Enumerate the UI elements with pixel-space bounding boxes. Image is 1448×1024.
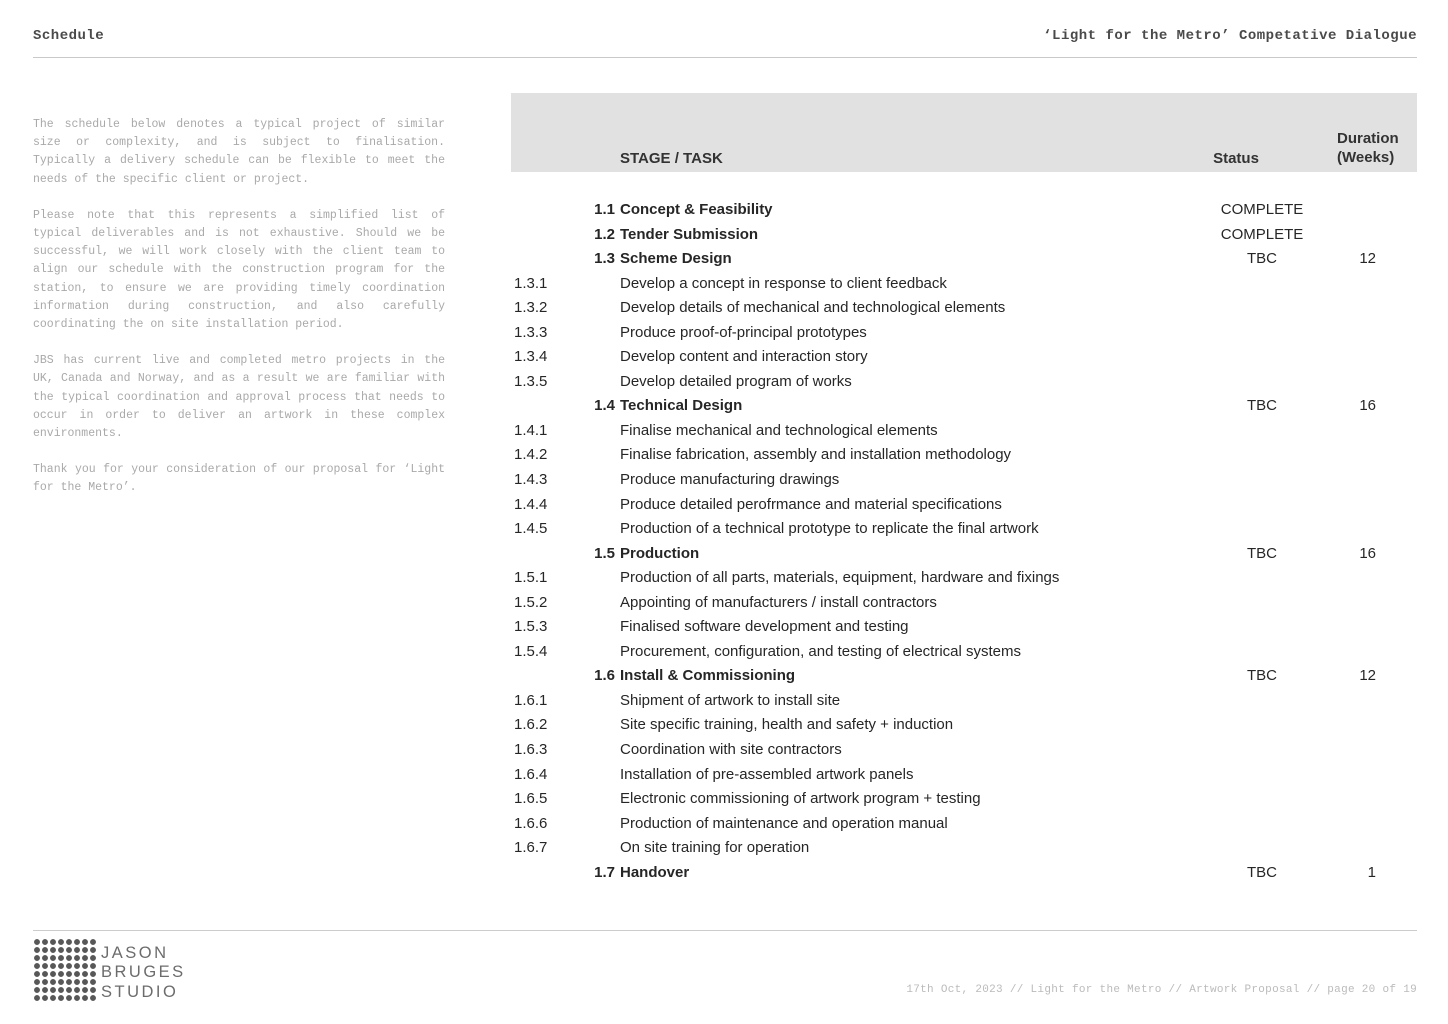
row-title: On site training for operation <box>620 839 810 857</box>
page-header <box>33 28 1417 44</box>
row-title: Production <box>620 544 700 562</box>
row-status <box>1187 296 1337 321</box>
row-duration <box>1337 419 1417 444</box>
intro-text-column <box>33 116 445 516</box>
row-title: Develop details of mechanical and technological elements <box>620 299 1006 317</box>
table-row <box>511 763 1417 788</box>
table-row <box>511 812 1417 837</box>
row-number: 1.6.5 <box>514 790 548 808</box>
row-status <box>1187 689 1337 714</box>
row-duration <box>1337 787 1417 812</box>
row-number: 1.5 <box>594 544 615 562</box>
table-row <box>511 321 1417 346</box>
header-section-title: Schedule <box>33 28 105 44</box>
row-status: COMPLETE <box>1220 225 1304 243</box>
row-number: 1.4.4 <box>514 495 548 513</box>
row-status <box>1187 738 1337 763</box>
logo-wordmark-line1: JASON <box>101 944 169 962</box>
logo-wordmark <box>101 944 186 1002</box>
row-number: 1.4.2 <box>514 446 548 464</box>
table-row <box>511 861 1417 886</box>
row-title: Finalised software development and testing <box>620 618 909 636</box>
intro-paragraph: The schedule below denotes a typical project of similar size or complexity, and is subject to finalisation. Typically a delivery schedule can be flexible to meet the needs of the specific client or project. <box>33 118 445 186</box>
row-title: Concept & Feasibility <box>620 201 773 218</box>
row-number: 1.2 <box>594 225 615 243</box>
table-row <box>511 345 1417 370</box>
header-divider <box>33 57 1417 58</box>
row-status <box>1187 836 1337 861</box>
table-row <box>511 615 1417 640</box>
row-number: 1.4.3 <box>514 471 548 489</box>
row-title: Scheme Design <box>620 250 732 268</box>
table-row <box>511 836 1417 861</box>
row-duration <box>1337 345 1417 370</box>
table-row <box>511 272 1417 297</box>
column-header-status: Status <box>1213 150 1259 167</box>
row-number: 1.3.2 <box>514 299 548 317</box>
row-duration: 1 <box>1367 863 1376 881</box>
table-row <box>511 223 1417 248</box>
row-status <box>1187 763 1337 788</box>
column-header-duration-line1: Duration <box>1337 130 1399 147</box>
row-title: Technical Design <box>620 397 743 415</box>
table-row <box>511 566 1417 591</box>
schedule-table <box>511 93 1417 885</box>
row-number: 1.4.1 <box>514 421 548 439</box>
row-number: 1.6.2 <box>514 716 548 734</box>
table-row <box>511 738 1417 763</box>
row-title: Coordination with site contractors <box>620 741 842 759</box>
row-duration <box>1337 689 1417 714</box>
row-status: TBC <box>1247 544 1277 562</box>
row-title: Shipment of artwork to install site <box>620 691 841 709</box>
row-number: 1.6.3 <box>514 741 548 759</box>
row-title: Develop detailed program of works <box>620 372 852 390</box>
row-number: 1.3.1 <box>514 274 548 292</box>
row-duration <box>1337 223 1417 248</box>
row-number: 1.6.4 <box>514 765 548 783</box>
intro-paragraph: JBS has current live and completed metro projects in the UK, Canada and Norway, and as a result we are familiar with the typical coordination and approval process that needs to occur in order to deliver an artwork in these complex environments. <box>33 354 445 441</box>
table-row <box>511 468 1417 493</box>
row-duration <box>1337 615 1417 640</box>
row-duration: 16 <box>1359 544 1376 562</box>
row-title: Handover <box>620 863 690 881</box>
row-title: Electronic commissioning of artwork program + testing <box>620 790 981 808</box>
row-status <box>1187 713 1337 738</box>
row-number: 1.6.7 <box>514 839 548 857</box>
row-duration <box>1337 738 1417 763</box>
table-row <box>511 198 1417 223</box>
column-header-stage-task: STAGE / TASK <box>620 150 723 167</box>
table-row <box>511 247 1417 272</box>
row-number: 1.5.3 <box>514 618 548 636</box>
dot-matrix-logo-icon <box>33 938 97 1002</box>
table-row <box>511 517 1417 542</box>
row-status <box>1187 345 1337 370</box>
row-number: 1.3.5 <box>514 372 548 390</box>
row-duration <box>1337 321 1417 346</box>
row-number: 1.3.3 <box>514 323 548 341</box>
row-title: Develop a concept in response to client feedback <box>620 274 947 292</box>
row-duration <box>1337 812 1417 837</box>
table-row <box>511 493 1417 518</box>
row-status <box>1187 640 1337 665</box>
row-duration: 12 <box>1359 250 1376 268</box>
row-title: Produce manufacturing drawings <box>620 471 840 489</box>
row-number: 1.3.4 <box>514 348 548 366</box>
row-duration <box>1337 836 1417 861</box>
row-title: Tender Submission <box>620 225 759 243</box>
row-status <box>1187 370 1337 395</box>
table-row <box>511 370 1417 395</box>
row-duration <box>1337 493 1417 518</box>
row-duration <box>1337 713 1417 738</box>
row-duration <box>1337 566 1417 591</box>
row-title: Production of all parts, materials, equipment, hardware and fixings <box>620 569 1060 587</box>
studio-logo <box>33 938 186 1002</box>
table-row <box>511 591 1417 616</box>
row-duration <box>1337 443 1417 468</box>
intro-paragraph: Thank you for your consideration of our proposal for ‘Light for the Metro’. <box>33 463 445 495</box>
row-status <box>1187 615 1337 640</box>
column-header-duration <box>1337 129 1417 167</box>
row-number: 1.6.1 <box>514 691 548 709</box>
row-status <box>1187 591 1337 616</box>
table-row <box>511 419 1417 444</box>
row-status <box>1187 517 1337 542</box>
row-title: Finalise mechanical and technological elements <box>620 421 938 439</box>
row-duration <box>1337 198 1417 223</box>
row-duration <box>1337 296 1417 321</box>
row-status: TBC <box>1247 250 1277 268</box>
row-duration <box>1337 763 1417 788</box>
row-number: 1.5.1 <box>514 569 548 587</box>
row-number: 1.5.2 <box>514 593 548 611</box>
row-duration <box>1337 591 1417 616</box>
row-title: Installation of pre-assembled artwork panels <box>620 765 914 783</box>
row-title: Produce detailed perofrmance and material specifications <box>620 495 1002 513</box>
column-header-duration-line2: (Weeks) <box>1337 149 1395 166</box>
row-title: Appointing of manufacturers / install contractors <box>620 593 937 611</box>
table-row <box>511 443 1417 468</box>
row-duration <box>1337 468 1417 493</box>
row-status <box>1187 443 1337 468</box>
row-status: TBC <box>1247 863 1277 881</box>
row-status: TBC <box>1247 667 1277 685</box>
table-row <box>511 664 1417 689</box>
row-status <box>1187 272 1337 297</box>
row-status <box>1187 468 1337 493</box>
row-number: 1.3 <box>594 250 615 268</box>
table-row <box>511 296 1417 321</box>
row-status <box>1187 493 1337 518</box>
row-status <box>1187 812 1337 837</box>
row-title: Production of maintenance and operation manual <box>620 814 948 832</box>
row-title: Finalise fabrication, assembly and installation methodology <box>620 446 1012 464</box>
row-number: 1.6.6 <box>514 814 548 832</box>
row-status <box>1187 787 1337 812</box>
logo-wordmark-line3: STUDIO <box>101 982 179 1001</box>
row-duration <box>1337 517 1417 542</box>
row-duration <box>1337 370 1417 395</box>
row-status: TBC <box>1247 397 1277 415</box>
row-duration: 12 <box>1359 667 1376 685</box>
row-status <box>1187 566 1337 591</box>
table-row <box>511 713 1417 738</box>
intro-paragraph: Please note that this represents a simplified list of typical deliverables and is not exhaustive. Should we be successful, we will work closely with the client team to align our schedule with the construction program for the station, to ensure we are providing timely coordination information during construction, and also carefully coordinating the on site installation period. <box>33 208 445 332</box>
row-title: Site specific training, health and safety + induction <box>620 716 954 734</box>
row-duration <box>1337 272 1417 297</box>
table-row <box>511 394 1417 419</box>
row-title: Procurement, configuration, and testing of electrical systems <box>620 642 1022 660</box>
logo-wordmark-line2: BRUGES <box>101 963 186 982</box>
table-row <box>511 640 1417 665</box>
row-title: Develop content and interaction story <box>620 348 868 366</box>
header-project-title: ‘Light for the Metro’ Competative Dialogue <box>1043 28 1417 44</box>
row-number: 1.7 <box>594 863 615 881</box>
row-title: Install & Commissioning <box>620 667 796 685</box>
row-duration <box>1337 640 1417 665</box>
row-number: 1.1 <box>594 201 615 218</box>
row-number: 1.6 <box>594 667 615 685</box>
row-status <box>1187 321 1337 346</box>
table-row <box>511 542 1417 567</box>
footer-page-info: 17th Oct, 2023 // Light for the Metro // Artwork Proposal // page 20 of 19 <box>906 984 1417 996</box>
footer-divider <box>33 930 1417 931</box>
row-duration: 16 <box>1359 397 1376 415</box>
row-number: 1.5.4 <box>514 642 548 660</box>
row-title: Production of a technical prototype to replicate the final artwork <box>620 520 1039 538</box>
row-number: 1.4.5 <box>514 520 548 538</box>
row-title: Produce proof-of-principal prototypes <box>620 323 867 341</box>
table-body <box>511 198 1417 885</box>
table-header-row <box>511 93 1417 172</box>
row-status <box>1187 419 1337 444</box>
row-number: 1.4 <box>594 397 615 415</box>
table-row <box>511 787 1417 812</box>
row-status: COMPLETE <box>1220 201 1304 218</box>
table-row <box>511 689 1417 714</box>
